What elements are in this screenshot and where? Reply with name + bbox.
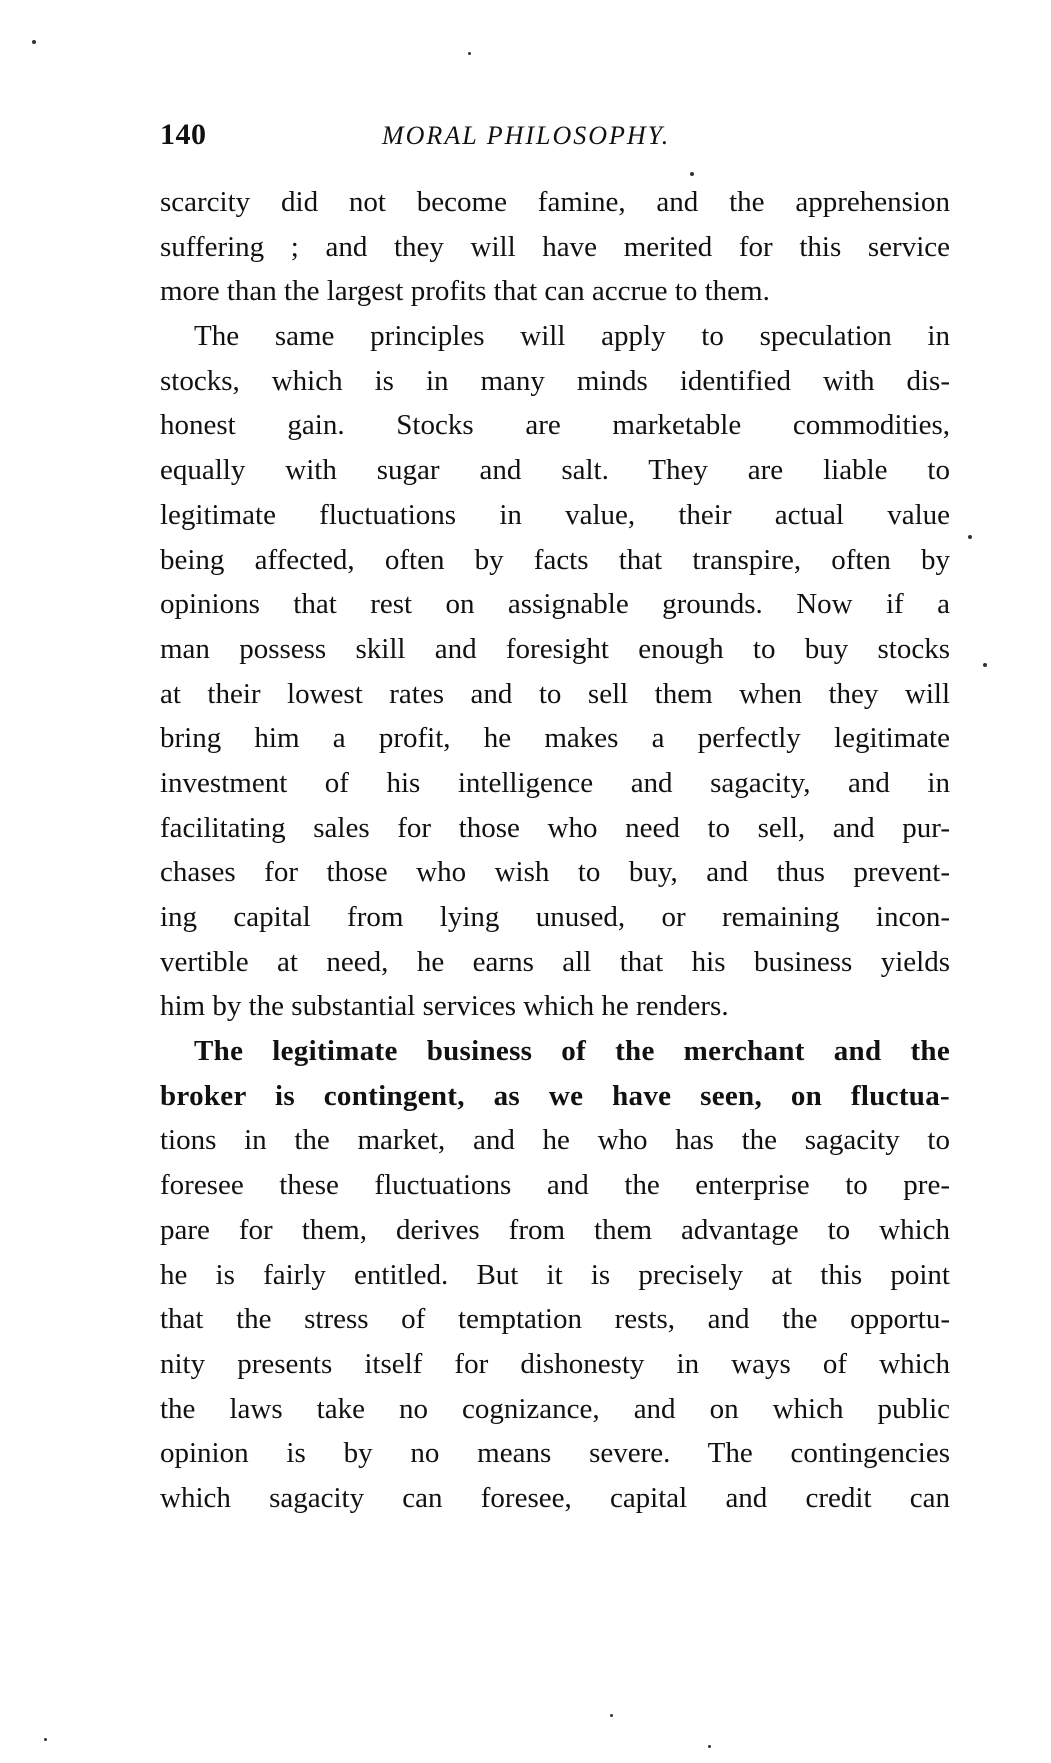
text-line: at their lowest rates and to sell them when they will	[160, 677, 950, 710]
body-text	[160, 180, 950, 1521]
text-line: pare for them, derives from them advantage to which	[160, 1213, 950, 1246]
text-line: honest gain. Stocks are marketable commodities,	[160, 409, 950, 442]
text-line: foresee these fluctuations and the enterprise to pre-	[160, 1169, 950, 1202]
text-line: The same principles will apply to speculation in	[194, 320, 950, 353]
text-line: broker is contingent, as we have seen, on fluctua-	[160, 1079, 950, 1112]
text-line: The legitimate business of the merchant and the	[194, 1035, 950, 1068]
text-line: stocks, which is in many minds identified with dis-	[160, 364, 950, 397]
scan-speck	[610, 1714, 613, 1717]
text-line: that the stress of temptation rests, and the opportu-	[160, 1303, 950, 1336]
text-line: tions in the market, and he who has the sagacity to	[160, 1124, 950, 1157]
scan-speck	[983, 663, 987, 667]
scan-speck	[44, 1738, 47, 1741]
text-line: being affected, often by facts that transpire, often by	[160, 543, 950, 576]
text-line: nity presents itself for dishonesty in ways of which	[160, 1347, 950, 1380]
text-line: scarcity did not become famine, and the apprehension	[160, 186, 950, 218]
scan-speck	[32, 40, 36, 44]
text-line: he is fairly entitled. But it is precisely at this point	[160, 1258, 950, 1291]
page-number: 140	[160, 118, 207, 151]
text-line: vertible at need, he earns all that his business yields	[160, 945, 950, 978]
running-title: MORAL PHILOSOPHY.	[382, 121, 671, 150]
text-line: more than the largest profits that can accrue to them.	[160, 275, 770, 308]
text-line: the laws take no cognizance, and on which public	[160, 1392, 950, 1425]
text-line: investment of his intelligence and sagacity, and in	[160, 766, 950, 799]
text-line: opinion is by no means severe. The contingencies	[160, 1437, 950, 1470]
running-head	[160, 118, 950, 158]
text-line: facilitating sales for those who need to sell, and pur-	[160, 811, 950, 844]
paragraph-1	[160, 180, 950, 314]
paragraph-3	[160, 1029, 950, 1521]
text-line: him by the substantial services which he renders.	[160, 990, 729, 1023]
text-line: ing capital from lying unused, or remaining incon-	[160, 901, 950, 933]
text-line: chases for those who wish to buy, and thus prevent-	[160, 856, 950, 889]
text-line: opinions that rest on assignable grounds. Now if a	[160, 588, 950, 621]
scan-speck	[708, 1745, 711, 1748]
scan-speck	[468, 52, 471, 55]
text-line: legitimate fluctuations in value, their actual value	[160, 498, 950, 531]
scan-speck	[968, 535, 972, 539]
text-line: man possess skill and foresight enough to buy stocks	[160, 632, 950, 665]
scan-speck	[690, 172, 694, 176]
text-line: equally with sugar and salt. They are liable to	[160, 454, 950, 487]
paragraph-2	[160, 314, 950, 1029]
text-line: which sagacity can foresee, capital and credit can	[160, 1481, 950, 1514]
text-line: suffering ; and they will have merited for this service	[160, 230, 950, 263]
text-line: bring him a profit, he makes a perfectly legitimate	[160, 722, 950, 755]
